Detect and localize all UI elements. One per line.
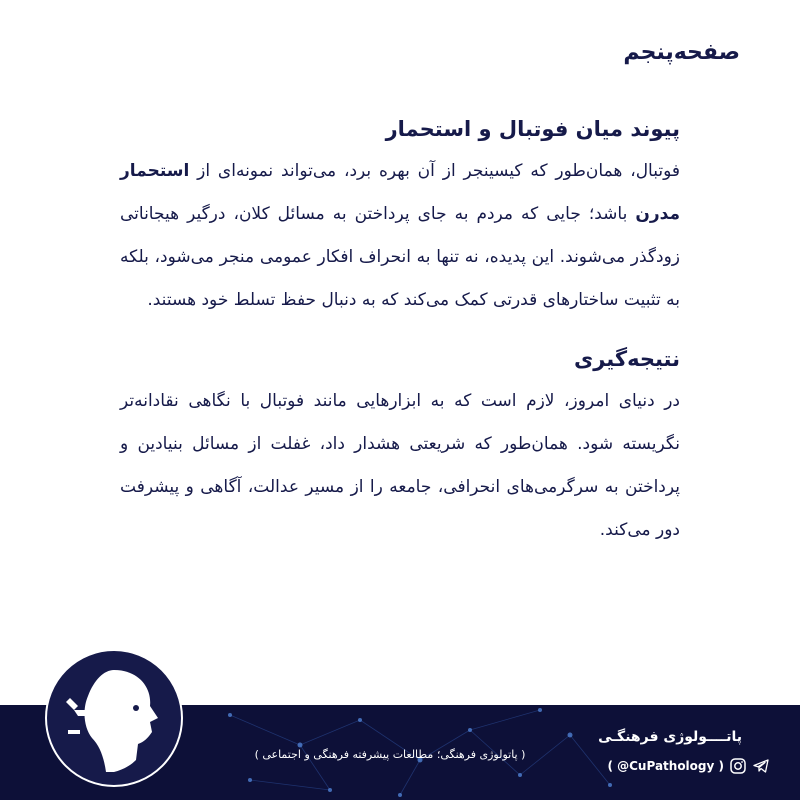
section-paragraph-conclusion: در دنیای امروز، لازم است که به ابزارهایی مانند فوتبال با نگاهی نقادانه‌تر نگریسته شود. همان‌طور که شریعتی هشدار داد، غفلت از مسائل بنیادین و پرداختن به سرگرمی‌های انحرافی، جامعه را از مسیر عدالت، آگاهی و پیشرفت دور می‌کند. xyxy=(120,391,680,540)
section-paragraph-football-estehmar xyxy=(120,150,680,322)
article-body xyxy=(120,100,680,572)
pathology-logo xyxy=(44,648,184,788)
section-heading-football-estehmar: پیوند میان فوتبال و استحمار xyxy=(385,117,680,141)
page-label: صفحه‌پنجم xyxy=(623,40,740,65)
instagram-icon[interactable] xyxy=(729,757,747,775)
bold-term-modern-estehmar: استحمار مدرن xyxy=(120,161,680,224)
footer-handle[interactable]: ( @CuPathology ) xyxy=(607,759,724,773)
footer-brand: پاتــــولوژی فرهنگـی xyxy=(598,729,742,745)
section-heading-conclusion: نتیجه‌گیری xyxy=(574,347,680,371)
footer-tagline: ( پاتولوژی فرهنگی؛ مطالعات پیشرفته فرهنگی و اجتماعی ) xyxy=(254,748,526,761)
footer-social xyxy=(580,755,770,777)
telegram-icon[interactable] xyxy=(752,757,770,775)
paragraph-text-after: باشد؛ جایی که مردم به جای پرداختن به مسائل کلان، درگیر هیجاناتی زودگذر می‌شوند. این پدیده، نه تنها به انحراف افکار عمومی منجر می‌شود، بلکه به تثبیت ساختارهای قدرتی کمک می‌کند که به دنبال حفظ تسلط خود هستند. xyxy=(120,204,680,310)
paragraph-text-before: فوتبال، همان‌طور که کیسینجر از آن بهره برد، می‌تواند نمونه‌ای از xyxy=(189,161,680,181)
